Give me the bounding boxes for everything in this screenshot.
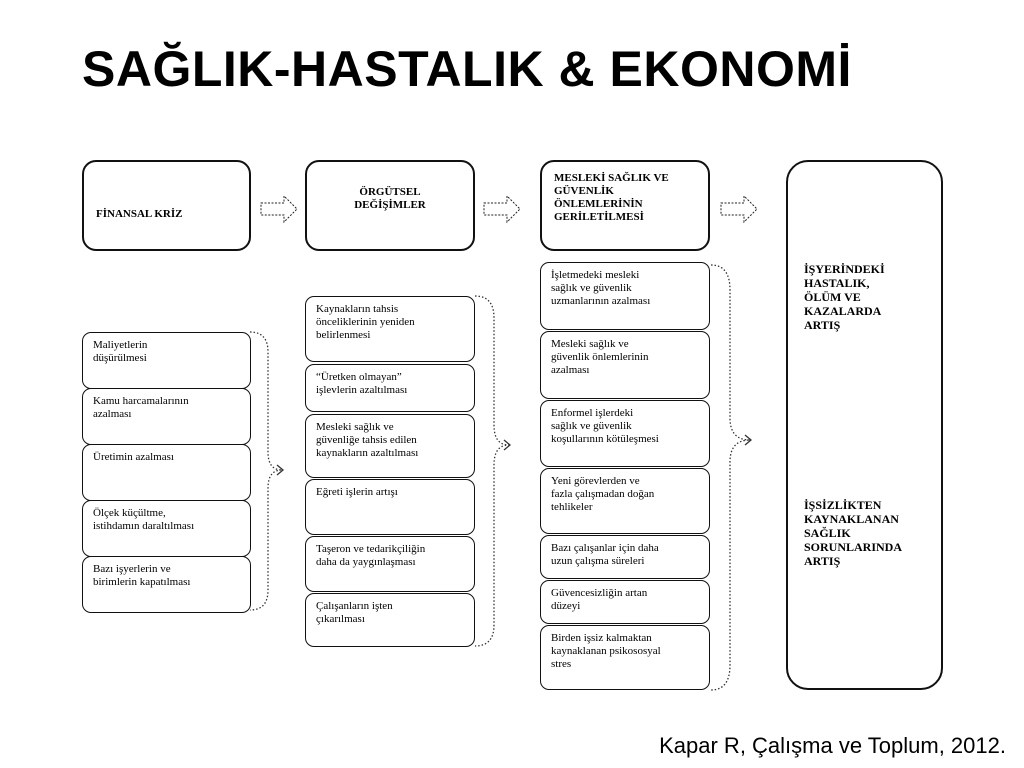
outcome-line: İŞSİZLİKTEN: [804, 498, 882, 512]
cause-box-line: Üretimin azalması: [93, 451, 174, 463]
org-change-box-line: belirlenmesi: [316, 329, 371, 341]
org-change-box-line: önceliklerinin yeniden: [316, 316, 415, 328]
org-change-box-line: Taşeron ve tedarikçiliğin: [316, 543, 426, 555]
org-change-box-line: Eğreti işlerin artışı: [316, 486, 398, 498]
org-change-box-line: Kaynakların tahsis: [316, 303, 399, 315]
osh-effect-box-line: kaynaklanan psikososyal: [551, 645, 661, 657]
osh-effect-box-line: İşletmedeki mesleki: [551, 269, 640, 281]
osh-effect-box-line: tehlikeler: [551, 501, 593, 513]
cause-box-line: Kamu harcamalarının: [93, 395, 189, 407]
osh-effect-box-line: uzun çalışma süreleri: [551, 555, 645, 567]
hollow-arrow-icon: [261, 196, 297, 222]
header-box-2-line: ÖRGÜTSEL: [359, 186, 421, 198]
cause-box-line: istihdamın daraltılması: [93, 520, 195, 532]
header-box-3-line: ÖNLEMLERİNİN: [554, 198, 643, 210]
org-change-box-line: işlevlerin azaltılması: [316, 384, 408, 396]
osh-effect-box-line: düzeyi: [551, 600, 581, 612]
header-box-3-line: GÜVENLİK: [554, 185, 614, 197]
header-box-3-line: GERİLETİLMESİ: [554, 211, 644, 223]
cause-box-line: birimlerin kapatılması: [93, 576, 191, 588]
org-change-box-line: güvenliğe tahsis edilen: [316, 434, 417, 446]
org-change-box-line: kaynakların azaltılması: [316, 447, 419, 459]
osh-effect-box-line: Bazı çalışanlar için daha: [551, 542, 659, 554]
osh-effect-box-line: sağlık ve güvenlik: [551, 282, 632, 294]
cause-box-line: Maliyetlerin: [93, 339, 148, 351]
osh-effect-box-line: Güvencesizliğin artan: [551, 587, 648, 599]
header-box-3-line: MESLEKİ SAĞLIK VE: [554, 172, 669, 184]
osh-effect-box-line: fazla çalışmadan doğan: [551, 488, 655, 500]
header-box-2-line: DEĞİŞİMLER: [354, 199, 426, 211]
org-change-box-line: daha da yaygınlaşması: [316, 556, 416, 568]
outcome-line: İŞYERİNDEKİ: [804, 262, 885, 276]
osh-effect-box-line: güvenlik önlemlerinin: [551, 351, 649, 363]
osh-effect-box-line: Yeni görevlerden ve: [551, 475, 640, 487]
brace-icon: [250, 332, 282, 610]
brace-icon: [475, 296, 509, 646]
outcome-line: ÖLÜM VE: [804, 290, 861, 304]
outcome-line: ARTIŞ: [804, 318, 841, 332]
osh-effect-box-line: Enformel işlerdeki: [551, 407, 634, 419]
outcome-line: ARTIŞ: [804, 554, 841, 568]
outcome-line: SAĞLIK: [804, 526, 851, 540]
osh-effect-box-line: Mesleki sağlık ve: [551, 338, 629, 350]
outcome-line: SORUNLARINDA: [804, 540, 903, 554]
osh-effect-box-line: sağlık ve güvenlik: [551, 420, 632, 432]
hollow-arrow-icon: [721, 196, 757, 222]
cause-box-line: Ölçek küçültme,: [93, 507, 166, 519]
osh-effect-box-line: Birden işsiz kalmaktan: [551, 632, 652, 644]
outcome-line: HASTALIK,: [804, 276, 870, 290]
org-change-box-line: Mesleki sağlık ve: [316, 421, 394, 433]
brace-icon: [711, 265, 750, 690]
outcome-line: KAZALARDA: [804, 304, 882, 318]
osh-effect-box-line: uzmanlarının azalması: [551, 295, 651, 307]
cause-box-line: azalması: [93, 408, 132, 420]
org-change-box-line: Çalışanların işten: [316, 600, 393, 612]
osh-effect-box-line: koşullarının kötüleşmesi: [551, 433, 659, 445]
osh-effect-box-line: stres: [551, 658, 572, 670]
cause-box-line: Bazı işyerlerin ve: [93, 563, 171, 575]
slide-title: SAĞLIK-HASTALIK & EKONOMİ: [82, 41, 852, 97]
hollow-arrow-icon: [484, 196, 520, 222]
header-box-1-line: FİNANSAL KRİZ: [96, 208, 183, 220]
outcome-line: KAYNAKLANAN: [804, 512, 899, 526]
org-change-box-line: çıkarılması: [316, 613, 365, 625]
org-change-box-line: “Üretken olmayan”: [316, 371, 402, 383]
cause-box-line: düşürülmesi: [93, 352, 147, 364]
citation: Kapar R, Çalışma ve Toplum, 2012.: [659, 733, 1006, 758]
osh-effect-box-line: azalması: [551, 364, 590, 376]
